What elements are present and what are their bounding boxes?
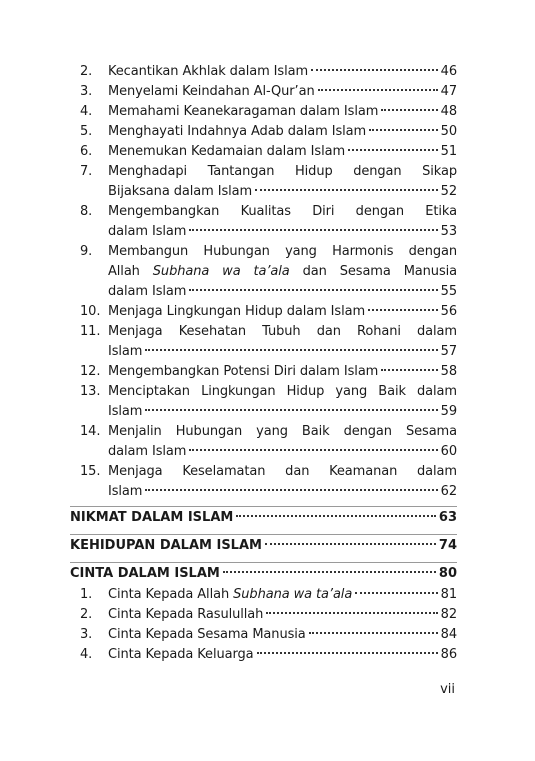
entry-title: Menjalin Hubungan yang Baik dengan Sesama dalam Islam 60 [108, 422, 457, 462]
dot-leader [189, 449, 437, 451]
entry-number: 10. [80, 304, 101, 319]
entry-page-number: 56 [440, 304, 457, 319]
entry-page-number: 81 [440, 587, 457, 602]
chapter-page-number: 74 [438, 538, 457, 553]
entry-title: Menjaga Kesehatan Tubuh dan Rohani dalam Islam 57 [108, 322, 457, 362]
entry-page-number: 48 [440, 104, 457, 119]
entry-page-number: 55 [440, 284, 457, 299]
entry-page-number: 84 [440, 627, 457, 642]
chapter-divider [70, 534, 457, 535]
toc-entry[interactable] [70, 102, 457, 122]
entry-title: Menghadapi Tantangan Hidup dengan Sikap Bijaksana dalam Islam 52 [108, 162, 457, 202]
chapter-entry[interactable] [70, 538, 457, 558]
chapter-divider [70, 562, 457, 563]
chapter-entry[interactable] [70, 566, 457, 586]
dot-leader [255, 189, 438, 191]
dot-leader [381, 109, 437, 111]
dot-leader [189, 289, 437, 291]
entry-title: Kecantikan Akhlak dalam Islam 46 [108, 62, 457, 82]
dot-leader [257, 652, 438, 654]
dot-leader [318, 89, 438, 91]
toc-entry[interactable] [70, 62, 457, 82]
toc-entry[interactable] [70, 162, 457, 202]
dot-leader [309, 632, 438, 634]
chapter-page-number: 63 [438, 510, 457, 525]
toc-entry[interactable] [70, 82, 457, 102]
entry-title: Menjaga Keselamatan dan Keamanan dalam Islam 62 [108, 462, 457, 502]
toc-subentry[interactable] [70, 585, 457, 605]
entry-page-number: 62 [440, 484, 457, 499]
entry-page-number: 46 [440, 64, 457, 79]
toc-entry[interactable] [70, 362, 457, 382]
entry-number: 13. [80, 384, 101, 399]
entry-number: 4. [80, 647, 93, 662]
entry-page-number: 47 [440, 84, 457, 99]
entry-number: 6. [80, 144, 93, 159]
dot-leader [368, 309, 438, 311]
chapter-entry[interactable] [70, 510, 457, 530]
entry-title: Cinta Kepada Rasulullah 82 [108, 605, 457, 625]
toc-subentry[interactable] [70, 605, 457, 625]
entry-page-number: 52 [440, 184, 457, 199]
entry-number: 3. [80, 627, 93, 642]
entry-title: Menciptakan Lingkungan Hidup yang Baik dalam Islam 59 [108, 382, 457, 422]
entry-number: 2. [80, 64, 93, 79]
entry-title: Membangun Hubungan yang Harmonis dengan Allah Subhana wa ta’ala dan Sesama Manusia dalam Islam 55 [108, 242, 457, 302]
dot-leader [369, 129, 438, 131]
entry-page-number: 60 [440, 444, 457, 459]
dot-leader [145, 409, 437, 411]
chapter-title: NIKMAT DALAM ISLAM [70, 510, 234, 525]
toc-subentry[interactable] [70, 645, 457, 665]
toc-entry[interactable] [70, 422, 457, 462]
entry-number: 15. [80, 464, 101, 479]
toc-entry[interactable] [70, 462, 457, 502]
entry-page-number: 58 [440, 364, 457, 379]
entry-page-number: 59 [440, 404, 457, 419]
entry-page-number: 53 [440, 224, 457, 239]
dot-leader [348, 149, 438, 151]
entry-number: 12. [80, 364, 101, 379]
dot-leader [145, 349, 437, 351]
entry-number: 1. [80, 587, 93, 602]
toc-entry[interactable] [70, 302, 457, 322]
page-number: vii [440, 682, 455, 697]
entry-page-number: 86 [440, 647, 457, 662]
entry-page-number: 50 [440, 124, 457, 139]
entry-title: Menyelami Keindahan Al-Qur’an 47 [108, 82, 457, 102]
entry-title: Menjaga Lingkungan Hidup dalam Islam 56 [108, 302, 457, 322]
dot-leader [189, 229, 437, 231]
entry-number: 7. [80, 164, 93, 179]
toc-entry[interactable] [70, 202, 457, 242]
toc-entry[interactable] [70, 122, 457, 142]
entry-title: Mengembangkan Potensi Diri dalam Islam 58 [108, 362, 457, 382]
entry-title: Cinta Kepada Allah Subhana wa ta’ala 81 [108, 585, 457, 605]
chapter-title: CINTA DALAM ISLAM [70, 566, 220, 581]
entry-title: Mengembangkan Kualitas Diri dengan Etika dalam Islam 53 [108, 202, 457, 242]
chapter-divider [70, 506, 457, 507]
toc-entry[interactable] [70, 142, 457, 162]
dot-leader [265, 543, 436, 545]
dot-leader [266, 612, 437, 614]
entry-number: 9. [80, 244, 93, 259]
entry-number: 8. [80, 204, 93, 219]
entry-number: 5. [80, 124, 93, 139]
entry-page-number: 57 [440, 344, 457, 359]
entry-page-number: 82 [440, 607, 457, 622]
toc-entry[interactable] [70, 322, 457, 362]
toc-entry[interactable] [70, 242, 457, 302]
entry-number: 4. [80, 104, 93, 119]
dot-leader [145, 489, 437, 491]
toc-subentry[interactable] [70, 625, 457, 645]
entry-number: 11. [80, 324, 101, 339]
entry-title: Memahami Keanekaragaman dalam Islam 48 [108, 102, 457, 122]
dot-leader [223, 571, 436, 573]
dot-leader [311, 69, 438, 71]
entry-number: 3. [80, 84, 93, 99]
entry-title: Menghayati Indahnya Adab dalam Islam 50 [108, 122, 457, 142]
chapter-page-number: 80 [438, 566, 457, 581]
dot-leader [355, 592, 437, 594]
chapter-title: KEHIDUPAN DALAM ISLAM [70, 538, 262, 553]
entry-number: 14. [80, 424, 101, 439]
dot-leader [381, 369, 437, 371]
dot-leader [236, 515, 436, 517]
entry-title: Menemukan Kedamaian dalam Islam 51 [108, 142, 457, 162]
entry-title: Cinta Kepada Sesama Manusia 84 [108, 625, 457, 645]
toc-entry[interactable] [70, 382, 457, 422]
entry-page-number: 51 [440, 144, 457, 159]
entry-number: 2. [80, 607, 93, 622]
entry-title: Cinta Kepada Keluarga 86 [108, 645, 457, 665]
